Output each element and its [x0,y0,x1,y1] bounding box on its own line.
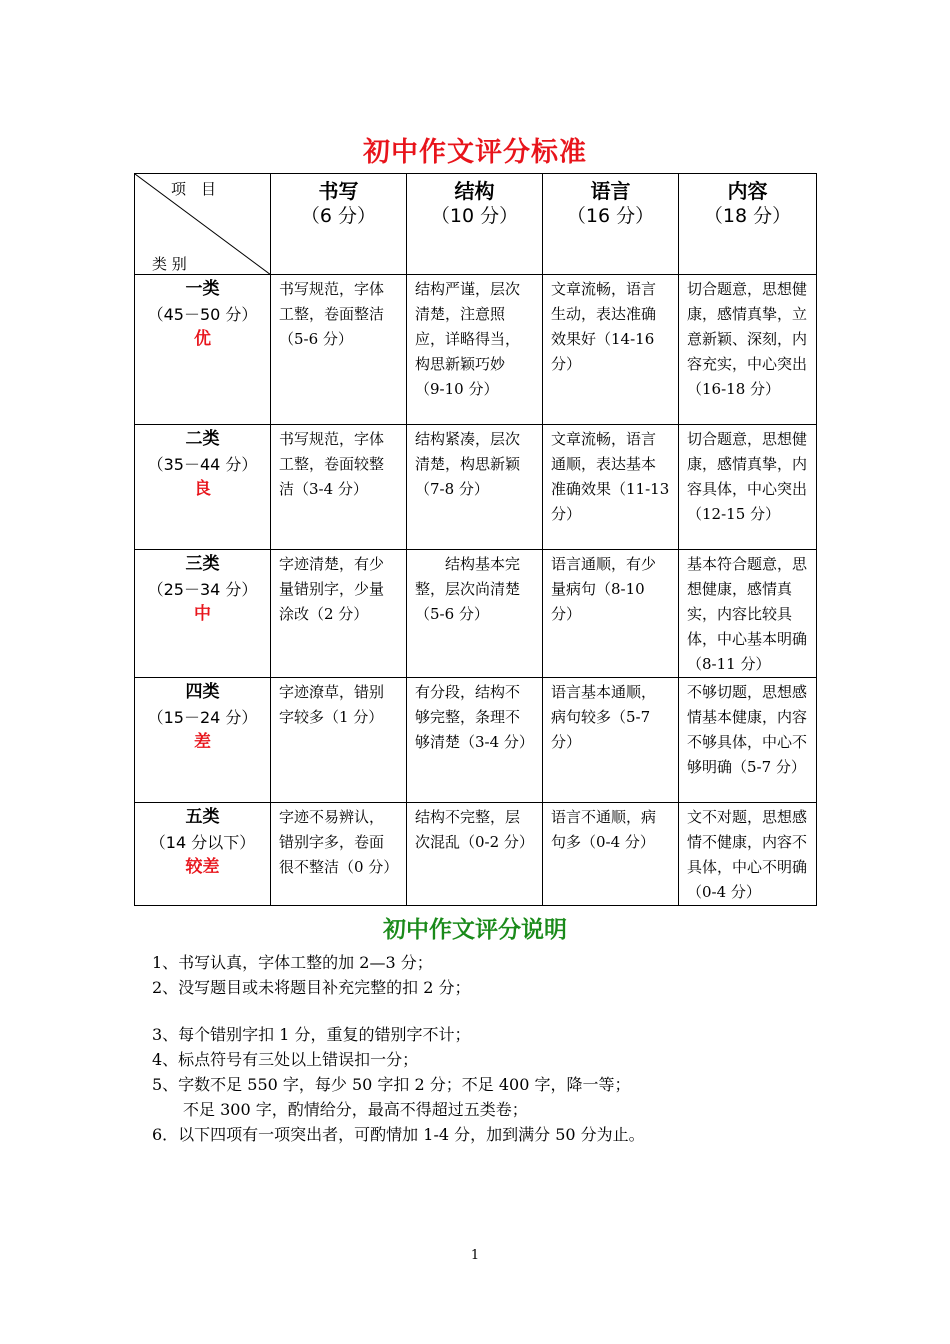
structure-cell: 结构基本完整，层次尚清楚（5-6 分） [407,550,543,678]
category-cell [135,425,271,550]
note-item: 4、标点符号有三处以上错误扣一分； [152,1050,419,1069]
corner-label-item: 项 目 [171,180,217,198]
category-grade: 良 [194,479,211,499]
header-structure [407,174,543,275]
column-name: 结构 [454,179,495,203]
writing-cell: 字迹潦草，错别字较多（1 分） [271,678,407,803]
header-writing [271,174,407,275]
table-row [135,678,817,803]
document-title: 初中作文评分标准 [363,137,587,168]
structure-cell: 结构严谨，层次清楚，注意照应，详略得当，构思新颖巧妙（9-10 分） [407,275,543,425]
notes-title: 初中作文评分说明 [383,917,567,943]
note-item: 6．以下四项有一项突出者，可酌情加 1-4 分，加到满分 50 分为止。 [152,1125,645,1144]
category-name: 五类 [185,807,220,827]
category-range: （14 分以下） [149,833,256,852]
writing-cell: 字迹清楚，有少量错别字，少量涂改（2 分） [271,550,407,678]
writing-cell: 书写规范，字体工整，卷面整洁（5-6 分） [271,275,407,425]
category-range: （15－24 分） [147,708,258,727]
table-header-row [135,174,817,275]
table-row [135,425,817,550]
column-score: （18 分） [703,205,792,227]
writing-cell: 字迹不易辨认，错别字多，卷面很不整洁（0 分） [271,803,407,906]
category-cell [135,550,271,678]
content-cell: 不够切题，思想感情基本健康，内容不够具体，中心不够明确（5-7 分） [679,678,817,803]
writing-cell: 书写规范，字体工整，卷面较整洁（3-4 分） [271,425,407,550]
content-cell: 切合题意，思想健康，感情真挚，立意新颖、深刻，内容充实，中心突出（16-18 分） [679,275,817,425]
diagonal-header-cell [135,174,271,275]
category-grade: 中 [194,604,211,624]
table-row [135,803,817,906]
note-item: 2、没写题目或未将题目补充完整的扣 2 分； [152,978,471,997]
page-number: 1 [470,1248,480,1263]
content-cell: 切合题意，思想健康，感情真挚，内容具体，中心突出（12-15 分） [679,425,817,550]
category-cell [135,275,271,425]
structure-cell: 有分段，结构不够完整，条理不够清楚（3-4 分） [407,678,543,803]
note-item: 5、字数不足 550 字，每少 50 字扣 2 分；不足 400 字，降一等； [152,1075,631,1094]
language-cell: 语言基本通顺，病句较多（5-7 分） [543,678,679,803]
note-item-continuation: 不足 300 字，酌情给分，最高不得超过五类卷； [183,1100,528,1119]
category-range: （45－50 分） [147,305,258,324]
scoring-table [134,173,817,906]
category-name: 三类 [185,554,220,574]
column-score: （10 分） [430,205,519,227]
category-grade: 差 [194,732,211,752]
language-cell: 语言不通顺，病句多（0-4 分） [543,803,679,906]
category-name: 一类 [185,279,220,299]
column-score: （6 分） [300,205,377,227]
category-grade: 较差 [185,857,220,877]
structure-cell: 结构不完整，层次混乱（0-2 分） [407,803,543,906]
language-cell: 文章流畅，语言通顺，表达基本准确效果（11-13 分） [543,425,679,550]
column-name: 语言 [590,179,631,203]
note-item: 3、每个错别字扣 1 分，重复的错别字不计； [152,1025,471,1044]
category-cell [135,678,271,803]
table-row [135,550,817,678]
corner-label-category: 类 别 [152,255,187,273]
category-range: （35－44 分） [147,455,258,474]
header-content [679,174,817,275]
column-name: 书写 [318,179,359,203]
category-cell [135,803,271,906]
language-cell: 文章流畅，语言生动，表达准确效果好（14-16 分） [543,275,679,425]
language-cell: 语言通顺，有少量病句（8-10 分） [543,550,679,678]
notes-list [152,950,645,1147]
column-name: 内容 [727,179,768,203]
structure-cell: 结构紧凑，层次清楚，构思新颖（7-8 分） [407,425,543,550]
category-name: 四类 [185,682,220,702]
note-item: 1、书写认真，字体工整的加 2—3 分； [152,953,433,972]
note-spacer [152,1000,645,1022]
header-language [543,174,679,275]
content-cell: 基本符合题意，思想健康，感情真实，内容比较具体，中心基本明确（8-11 分） [679,550,817,678]
category-range: （25－34 分） [147,580,258,599]
category-name: 二类 [185,429,220,449]
category-grade: 优 [194,329,211,349]
column-score: （16 分） [566,205,655,227]
content-cell: 文不对题，思想感情不健康，内容不具体，中心不明确（0-4 分） [679,803,817,906]
table-row [135,275,817,425]
